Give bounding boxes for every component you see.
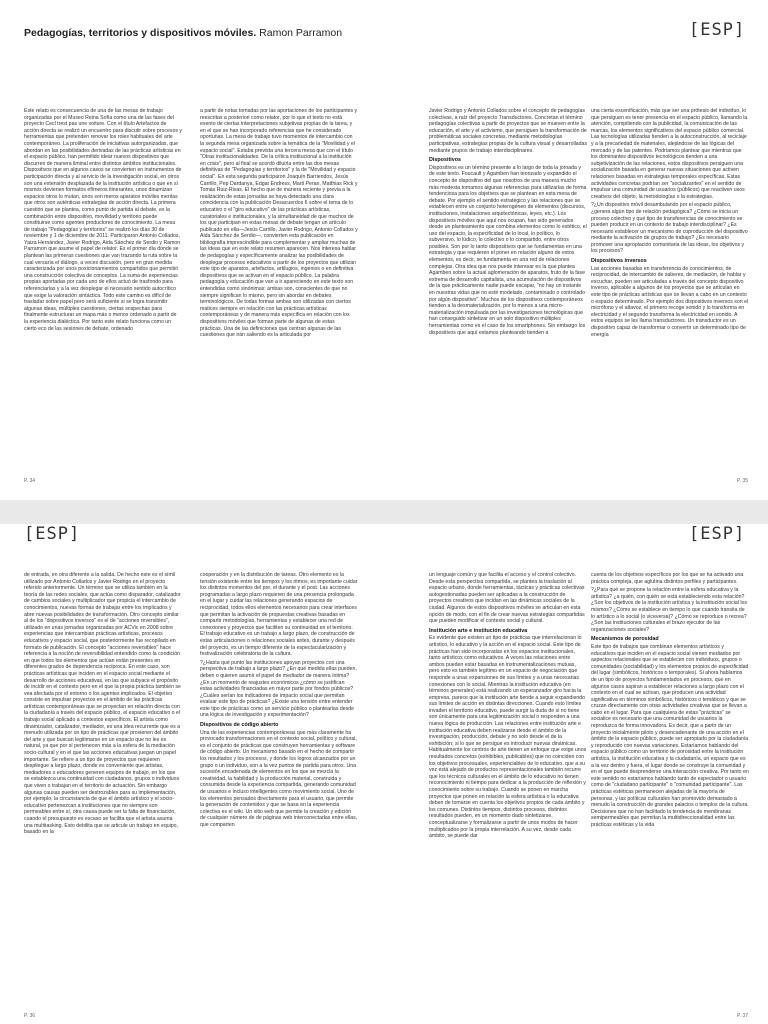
page-number-35: P. 35 [737,478,749,484]
page-37 [384,524,768,1024]
running-header-title [24,27,342,39]
text-column-p36-2 [200,572,358,1012]
page-35 [384,0,768,500]
text-column-p34-2 [200,108,358,498]
section-heading: Dispositivos [429,157,462,164]
section-heading: Dispositivos de código abierto [200,722,279,729]
paragraph: cuenta de los objetivos específicos por los que se ha activado una práctica compleja, que aglutina distintos perfiles y participantes. [591,572,744,585]
paragraph: a partir de notas tomadas por las aportaciones de los participantes y reescritas a posteriori como relator, por lo que el texto no está exento de ciertas interpretaciones subjetivas propias de la tarea, y en el que se han incorporado referencias que he considerado oportunas. La mesa de trabajo tuvo momentos de intercambio con la segunda mesa organizada sobre la temática de la "Movilidad y el espacio social". Estaba prevista una tercera mesa que con el título "Otras institucionalidades. De la crítica institucional a la institución en crisis", pero al final se acordó diluirla entre las dos mesas definitivas de "Pedagogías y territorios" y la de "Movilidad y espacio social". En esta segunda participaron Joaquín Barriendos, Jesús Carrillo, Pep Dardanya, Edgar Endress, Marti Peran, Matthias Rick y Tomás Ruiz-Rivas. El hecho que de manera reciente y previa a la realización de estas jornadas se haya detectado una clara coincidencia con la publicación Desacuerdos 6 sobre el tema de lo educativo o el "giro educativo" de las prácticas artísticas, curatoriales e institucionales, y la simultaneidad de que muchos de los que participan en estas mesas de debate tengan un artículo publicado en ella—Jesús Carrillo, Javier Rodrigo, Antonio Collados y Aida Sánchez de Serdio—, convierten esta publicación en bibliografía imprescindible para complementar y ampliar muchas de las ideas que en este relato resumen aparecen. Nos interesa hablar de pedagogías y específicamente analizar las posibilidades de desplegar procesos educativos a partir de los proyectos que utilizan este tipo de aparatos, artefactos, artilugios, ingenios o en definitiva dispositivos que se activan en el espacio público. La palabra pedagogía y educación que van a ir apareciendo en este texto son entendidas como sinónimas: ambas son, conscientes de que no siempre significan lo mismo, pero sin abordar en debates terminológicos. De todas formas ambas son utilizadas con ciertos matices siempre en relación con las prácticas artísticas contemporáneas y de manera más específica en relación con los dispositivos móviles que forman parte de algunas de estas prácticas. Una de las definiciones que centran algunas de las cuestiones que irán saliendo es la articulada por [200,108,358,339]
paragraph: cooperación y en la distribución de tareas. Otro elemento es la tensión existente entre los tiempos y los ritmos, es importante cuidar los distintos momentos del pre, el durante y el post. Las acciones programadas a largo plazo requieren de una presencia prolongada en el lugar y cuidar las relaciones generando espacios de reciprocidad, todos ellos elementos necesarios para crear interfaces que permitan la activación de propuestas creativas basadas en compartir metodologías, herramientas y establecer una red de conexiones y proyectos que faciliten su continuidad en el territorio. El trabajo educativo es un trabajo a largo plazo, de construcción de estas articulaciones o relaciones sociales antes, durante y después del proyecto, es un tiempo diferente de la espectacularización y festivalización celebratoria de la cultura. [200,572,358,658]
page-36 [0,524,384,1024]
paragraph: una cierta escenificación, más que ser una prótesis del individuo, lo que persiguen es tener presencia en el espacio público, llamando la atención, compitiendo con la publicidad, la comunicación de las marcas, los elementos significativos del espacio público comercial. Las tecnologías utilizadas tienden a la autoconstrucción, al reciclaje y a la precariedad de materiales, alejándose de las lógicas del mercado y de las patentes. Podríamos plantear que mientras que los dominantes dispositivos tecnológicos tienden a una subjetivización de las relaciones, estos dispositivos persiguen una socialización basada en generar nuevas situaciones que activen relaciones basadas en estrategias temporales específicas. Estas actividades concretas podrían ser "socializantes" en el sentido de impulsar una comunidad de usuarios (públicos) que reactiven usos creativos del objeto, la metodologías o la estrategias. [591,108,748,200]
section-heading: Dispositivos inversos [591,258,647,265]
paragraph: ?¿Un dispositivo móvil desambulando por el espacio público, ¿genera algún tipo de relación pedagógica? ¿Cómo se inicia un proceso colectivo y qué tipo de transferencias de conocimiento se pueden producir en un contexto de trabajo interdisciplinar? ¿Es necesario establecer un mecanismo de coproducción del dispositivo mediante la activación de grupos de trabajo? ¿Es necesario promover una apropiación comunitaria de las ideas, los objetivos y los procesos? [591,202,748,255]
paragraph: un lenguaje común y que facilita el acceso y el control colectivo. Desde esta perspectiva compartida, se plantea la traslación al espacio urbano, donde herramientas, tácticas y prácticas colectivas autogestionadas pueden ser aplicadas a la construcción de proyectos creativos que incidan en las dinámicas sociales de la ciudad. Algunos de estos dispositivos móviles se articulan en esta opción de modo, con el fin de crear nuevas estrategias compartidas que pueden modificar el contexto social y cultural. [429,572,585,625]
paragraph: Es evidente que existen un tipo de prácticas que interrelacionan lo artístico, lo educativo y la acción en el espacio social. Este tipo de prácticas han sido incorporadas en los espacios institucionales, tanto artísticos como educativos. A veces las relaciones entre ambos pueden estar basadas en instrumentalizaciones mutuas, pero esto es también legítimo en un espacio de negociación que responde a unas expansiones de sus límites y a unas necesarias conexiones con lo social. Mientras la institución educativa (en términos generales) está realizando un esperanzador giro hacia la empresa, parece que la institución arte tiende a seguir expandiendo sus límites de acción en distintas direcciones. Cuando esto límites invaden el territorio educativo, puede surgir la duda de si no tiene son únicamente para una legitimización social o responden a una nueva lógica de producción. Las relaciones entre institución arte e institución educativa deben realizarse desde el ámbito de la investigación, producción, debate y no solo desde el de la exhibición; si lo que se persigue es introducir nuevas dinámicas. Habitualmente los centros de arte tienen un enfoque que exige unos resultados concretos (exhibibles, publicables) que no coinciden con los objetivos procesuales, experienciables de lo educativo, que a su vez está alejado de productos representacionales también recurre que los técnicos culturales en el ámbito de lo educativo no tienen reconocimiento ni tiempo para dedicar a la producción de reflexión y conocimiento sobre su trabajo. Cuando se ponen en marcha proyectos que ponen en relación la esfera artística o la educativa deben de tomarse en cuenta los objetivos propios de cada ámbito y los comunes. Distintos tiempos, distintos procesos, distintos resultados pueden, en un momento dado sintetizarse, conceptualizarse y formalizarse a partir de unos modos de hacer multiplicados por la propia interrelación. A su vez, desde cada ámbito, se puede dar [429,635,587,840]
text-column-p37-2 [591,572,749,1012]
paragraph: Este relato es consecuencia de una de las mesas de trabajo organizadas por el Museo Reina Sofía como una de las fases del proyecto Cecl trest pas une voiture. Con el título Artefactos de acción directa se realizó un encuentro para discutir sobre procesos y herramientas que pretenden renovar los roles habituales del arte contemporáneo. La proliferación de iniciativas autorganizadas, que abordan en las posibilidades derivadas de las prácticas artísticas en el espacio público, han permitido idear nuevos dispositivos que discurren de manera liminal entre distintos ámbitos institucionales. Dispositivos que en algunos casos se convierten en instrumentos de participación directa y al servicio de la investigación social, en otros son una extensión desplazada de la institución artística o que en sí mismos devienen formatos efímeros itinerantes, unos dinamizan espacios otros lo mutan, unos son meros aparatos móviles meritas que otros son auténticas estrategias de acción directa. La primera cuestión que se plantea, como punto de partida al debate, es la combinación entre dispositivo, movilidad y territorio puede constituirse como agentes productores de conocimiento. La mesa de trabajo "Pedagogías y territorios" se realizó los días 30 de noviembre y 1 de diciembre de 2011. Participaron Antonio Collados, Yaiza Hernández, Javier Rodrigo, Aida Sánchez de Serdio y Ramon Parramon que asume el papel de relator. Es el primer día donde se plantean las primeras cuestiones que van trazando la ruta sobre la cual versaría el diálogo, a veces discusión, pero en gran medida caracterizada por unos posicionamientos compartidos que permitió una construcción colectiva de conceptos. La suma de experiencias propias aportadas por cada uno de ellos actuó de trasfondo para referenciarlas y a la vez desplegar el necesario sentido autocrítico que exige la valoración sintáctica. Todo este camino es difícil de trasladar sobre papel pero será suficiente si se logra transmitir algunas ideas, múltiples cuestiones, ciertas sospechas para finalmente estructurar un mapa más o menos ordenado a partir de la experiencia dialéctica. Por tanto este relato funciona como un cierto eco de las sesiones de debate, ordenado [24,108,182,332]
spread-separator [0,500,768,524]
text-column-p35-1 [429,108,587,498]
spread-top [0,0,768,500]
paragraph: Las acciones basadas en transferencia de conocimientos, de reciprocidad, de intercambio de saberes, de mediación, de hablar y escuchar, pueden ser articuladas a través del concepto dispositivo inverso, aplicable a algunos de los proyectos que se articulan en este tipo de prácticas artísticas que se llevan a cabo en un contexto o espacio determinado. Por ejemplo dos dispositivos inversos son el micrófono y el altavoz, el primero recoge sonido y lo transforma en electricidad y el segundo transforma la electricidad en sonido. A estos equipos se les llama transductores. Un transductor es un dispositivo capaz de transformar o convertir un determinado tipo de energía [591,265,749,338]
text-column-p36-1 [24,572,182,1012]
language-tag: [ESP] [24,524,81,544]
page-number-37: P. 37 [737,1013,749,1019]
text-column-p35-2 [591,108,749,498]
text-column-p37-1 [429,572,587,1012]
spread-bottom [0,524,768,1024]
page-number-34: P. 34 [24,478,36,484]
header-title-bold: Pedagogías, territorios y dispositivos móviles. [24,27,257,39]
text-column-p34-1 [24,108,182,498]
paragraph: Una de las experiencias contemporáneas que más claramente ha provocado transformaciones en el contexto social, político y cultural, es el conjunto de prácticas que construyen herramientas y software de código abierto. Un mecanismo basado en el hecho de compartir los resultados y los procesos, y donde los logros alcanzados por un grupo o un individuo, son a la vez puntos de partida para otros. Una sucesión encadenada de elementos en los que se mezcla la creatividad, la habilidad y la producción material, construida y consumida desde la experiencia compartida, generando comunidad de usuarios e incluso intelligentes como movimiento social. Uno de los elementos pensados directamente para el usuario, que permite la generación de contenidos y que se basa en la experiencia colectiva es el wiki. Un sitio web que permite la creación y edición de cualquier número de de páginas web interconectadas entre ellas, que comparten [200,729,358,828]
paragraph: Dispositivos es un término presente a lo largo de toda la jornada y de este texto. Foucault y Agamben han teorizado y expandido el concepto de dispositivo del que nosotros de una manera mucho más modesta tomamos algunas referencias para utilizarlas de forma tendenciosa para los objetivos que se plantean en esta mesa de debate. Por ejemplo el sentido estratégico y las relaciones que se establecen entre un conjunto heterogéneo de elementos (discursos, instituciones, instalaciones arquitectónicas, leyes, etc.). Los dispositivos móviles que aquí nos ocupan, han sido generados desde un planteamiento que combina elementos como lo estético, el uso del espacio, la especificidad de lo local, lo político, lo subversivo, lo lúdico, lo colectivo o lo compartido, entre otros posibles. Son por lo tanto dispositivos que se fundamentan en una estrategia y que requieren el poner en relación alguno de estos elementos, es decir, se fundamenta en una red de relaciones complejas. Otra idea que nos puede interesar es la que plantea Agamben sobre la actual aglomeración de aparatos, fruto de la fase extrema de desarrollo capitalista, una acumulación de dispositivos de la que prácticamente nadie puede escapar, "no hay un instante en nuestras vidas que no esté modelado, contaminado o controlado por algún dispositivo". Muchos de los dispositivos contemporáneos tienden a la desmaterialización, por lo menos a una micro-materialización impulsada por las investigaciones tecnológicas que han conseguido sintetizar en un solo dispositivo múltiples herramientas como es el caso de los smartphones. Sin embargo los dispositivos que aquí estamos planteando tienden a [429,164,587,336]
page-34 [0,0,384,500]
section-heading: Institución arte e institución educativa [429,627,528,634]
paragraph: ?¿Hasta qué punto las instituciones apoyan proyectos con una perspectiva de trabajo a largo plazo? ¿En qué medida ellas pueden, deben o quieren asumir el papel de mediador de manera íntima? ¿En un momento de reajustes económicos ¿cómo se justifican estas actividades financiadas en mayor parte por fondos públicos? ¿Cuáles serían los indicadores de impacto social que permitan evaluar este tipo de prácticas? ¿Existe una tensión entre entender este tipo de prácticas como un servicio público o plantearlas desde una lógica de investigación y experimentación? [200,659,357,719]
section-heading: Mecanismos de porosidad [591,636,659,643]
paragraph: Javier Rodrigo y Antonio Collados sobre el concepto de pedagogías colectivas, a raíz del proyecto Transductores. Concretan el término pedagogías colectivas a partir de proyectos que se mueven entre la educación, el arte y el activismo, que persiguen la transformación de problemáticas sociales concretas, mediante metodologías participativas, estrategias propias de la cultura visual y desarrolladas mediante grupos de trabajo interdisciplinares. [429,108,587,154]
paragraph: ?¿Para qué se propone la relación entre la esfera educativa y la artística? ¿a quién, con quién se está estableciendo esta relación? ¿Son los objetivos de la institución artística y la institución social los mismos? ¿Cómo se establece en tiempo lo que cuando transita de lo artístico a lo social (o viceversa)? ¿Cómo se reproduce o recrea? ¿Son las instituciones culturales el brazo ejecutor de las organizaciones sociales? [591,587,747,633]
language-tag: [ESP] [689,20,746,40]
paragraph: Este tipo de trabajos que combinan elementos artísticos y educativos que inciden en el espacio social vienen mediados por aspectos relacionales que se establecen con individuos, grupos o comunidades (sociabilidad) y los elementos propios de especificidad del lugar (simbólicos, históricos o temporales). Si ahora hablamos de un tipo de proyectos fundamentados en procesos, que en algunos casos aspiran a establecer relaciones a largo plazo con el contexto en el cual se activan, que producen una actividad significativa en términos simbólicos, históricos o temáticos y que se cruzan directamente con otras actividades creativas que se llevan a cabo en el lugar. Para que cualquiera de estas "prácticas" se socialice es necesario que una comunidad de usuarios la reproduzca de forma innovadora. Es decir, que a partir de un proyecto inicialmente piloto y desencadenante de una acción en el ámbito de la espacio público, puede ser apropiado por la ciudadanía y reproducido con nuevas variaciones. Estaríamos hablando del espacio público como un territorio de porosidad entre la institución artística, la institución educativa y la ciudadanía, un espacio que es a la vez dentro y fuera, el lugar donde se construye la comunidad y en el que puede desprenderse una interacción creativa. Por tanto en este sentido no estaríamos hablando tanto de espectador o usuario como de "ciudadano participante" o "comunidad participante". Las prácticas estéticas permanecen alejadas de la mayoría de personas, y las políticas culturales han promovido demasiado a menudo la construcción de grandes palacios o templos de la cultura. Decisiones que no han facilitado la tendencia de membranas semipermeables que permitan la multidireccionalidad entre las prácticas estéticas y la vida [591,643,749,828]
page-number-36: P. 36 [24,1013,36,1019]
paragraph: de entrada, en otra diferente a la salida. De hecho este es el símil utilizado por Antonio Collados y Javier Rodrigo en el proyecto referido anteriormente. Un término que se utiliza también en la teoría de las redes sociales, que actúa como disparador, catalizador de cambios sociales y multiplicador que propicia el intercambio de conocimientos, nuevas formas de trabajar entre los implicados y abre nuevas posibilidades de transformación. Otro concepto similar al de los "dispositivos inversos" es el de "acciones reversibles", utilizado en unas jornadas organizadas por ACVic en 2008 sobre experiencias que intercambian prácticas artísticas, procesos educativos y espacio social, que posteriormente fue recopilado en formato de publicación. El concepto "acciones reversibles" hace referencia a la noción de reversibilidad entendido como la condición en que todos los elementos que actúan están presentes en diferentes grados de dependencia recíproca. En este caso, son prácticas artísticas que inciden en el espacio social mediante el desarrollo de acciones educativas, en las que subyace el propósito de incidir en el contexto pero en el que la propia práctica también se vea afectada por el entorno o los agentes implicados. El objetivo consiste en impulsar proyectos en el ámbito de las prácticas artísticas contemporáneas que se proyectan en relación directa con la ciudadanía a través del espacio público, el espacio educativo o el trabajo social aplicado a contextos específicos. El artista como dinamizador, catalizador, mediador, es una idea recurrente que es a menudo utilizada por un tipo de prácticas que provienen del ámbito del arte y que buscan legitimarse en un espacio que no les es natural, ya que por sí pertenecen más a la esfera de la mediación socio-cultural y en el que las acciones educativas juegan un papel importante. Se refiere a un tipo de proyectos que requieren despliegue a largo plazo, donde es conveniente que artistas, mediadores o educadores generen equipos de trabajo, en los que se establezca una continuidad con ciudadanos, grupos o individuos que viven o trabajan en el territorio de actuación. Sin embargo algunas causas pueden ser destrozables para su implementación, por ejemplo, la circunstancia de que el ámbito artístico y el socio-educativo pertenezcan a instituciones que no siempre son permeables entre sí, otra causa puede ser la falta de financiación, cuando el presupuesto es escaso se facilita que el artista asuma una multitasking. Esto debilita que se articule un trabajo en equipo, basado en la [24,572,181,836]
language-tag: [ESP] [689,524,746,544]
header-author: Ramon Parramon [256,27,343,39]
